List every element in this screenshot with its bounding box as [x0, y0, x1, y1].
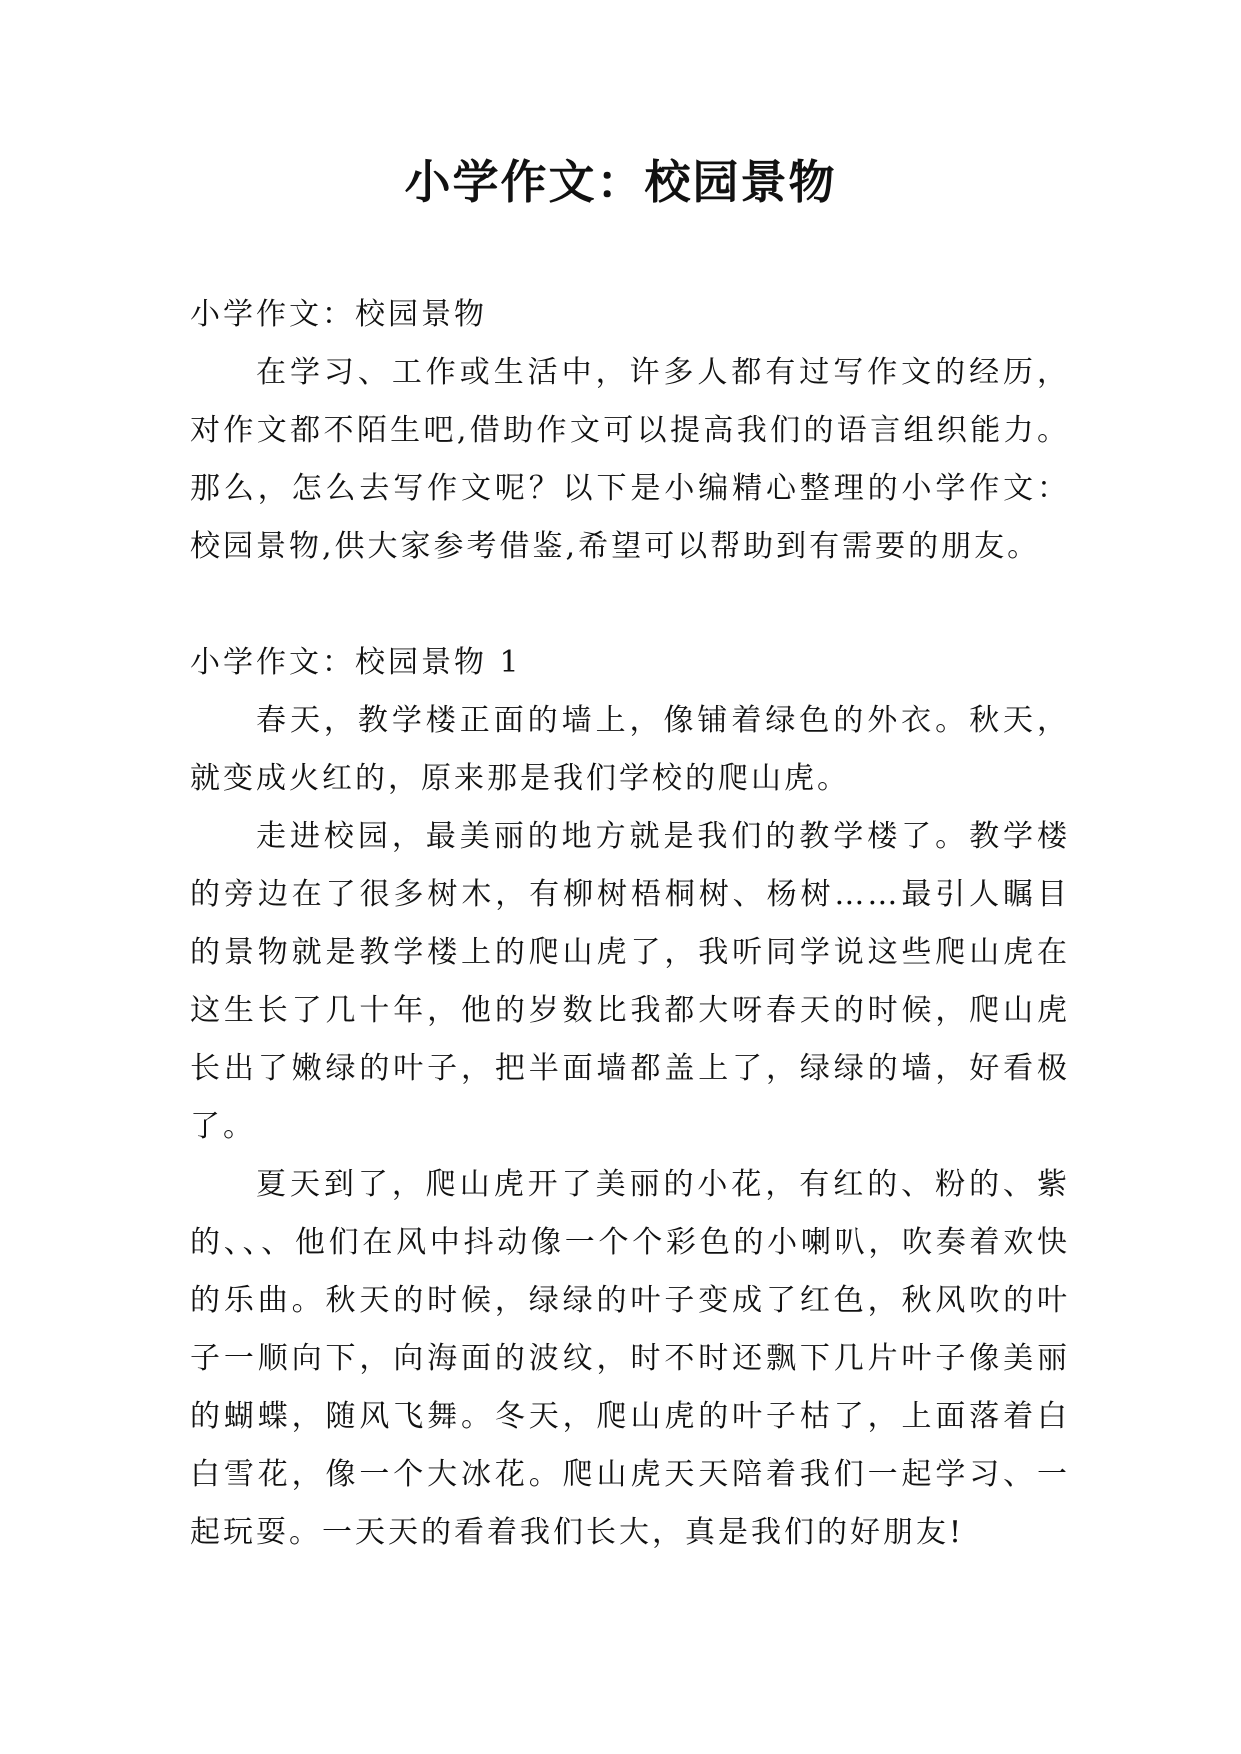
document-title: 小学作文：校园景物	[404, 155, 837, 209]
body-paragraph-3: 夏天到了，爬山虎开了美丽的小花，有红的、粉的、紫的、、、他们在风中抖动像一个个彩色的小喇叭，吹奏着欢快的乐曲。秋天的时候，绿绿的叶子变成了红色，秋风吹的叶子一顺向下，向海面的波纹，时不时还飘下几片叶子像美丽的蝴蝶，随风飞舞。冬天，爬山虎的叶子枯了，上面落着白白雪花，像一个大冰花。爬山虎天天陪着我们一起学习、一起玩耍。一天天的看着我们长大，真是我们的好朋友!	[190, 1167, 1070, 1550]
section-spacer	[190, 576, 1070, 634]
intro-paragraph: 在学习、工作或生活中，许多人都有过写作文的经历，对作文都不陌生吧,借助作文可以提高我们的语言组织能力。那么，怎么去写作文呢？以下是小编精心整理的小学作文：校园景物,供大家参考借鉴,希望可以帮助到有需要的朋友。	[190, 355, 1070, 564]
body-paragraph-1: 春天，教学楼正面的墙上，像铺着绿色的外衣。秋天，就变成火红的，原来那是我们学校的爬山虎。	[190, 703, 1070, 796]
body-paragraph-2: 走进校园，最美丽的地方就是我们的教学楼了。教学楼的旁边在了很多树木，有柳树梧桐树、杨树……最引人瞩目的景物就是教学楼上的爬山虎了，我听同学说这些爬山虎在这生长了几十年，他的岁数比我都大呀春天的时候，爬山虎长出了嫩绿的叶子，把半面墙都盖上了，绿绿的墙，好看极了。	[190, 819, 1070, 1144]
document-body	[190, 286, 1070, 1562]
intro-heading: 小学作文：校园景物	[190, 297, 487, 332]
section-heading: 小学作文：校园景物 1	[190, 645, 522, 680]
